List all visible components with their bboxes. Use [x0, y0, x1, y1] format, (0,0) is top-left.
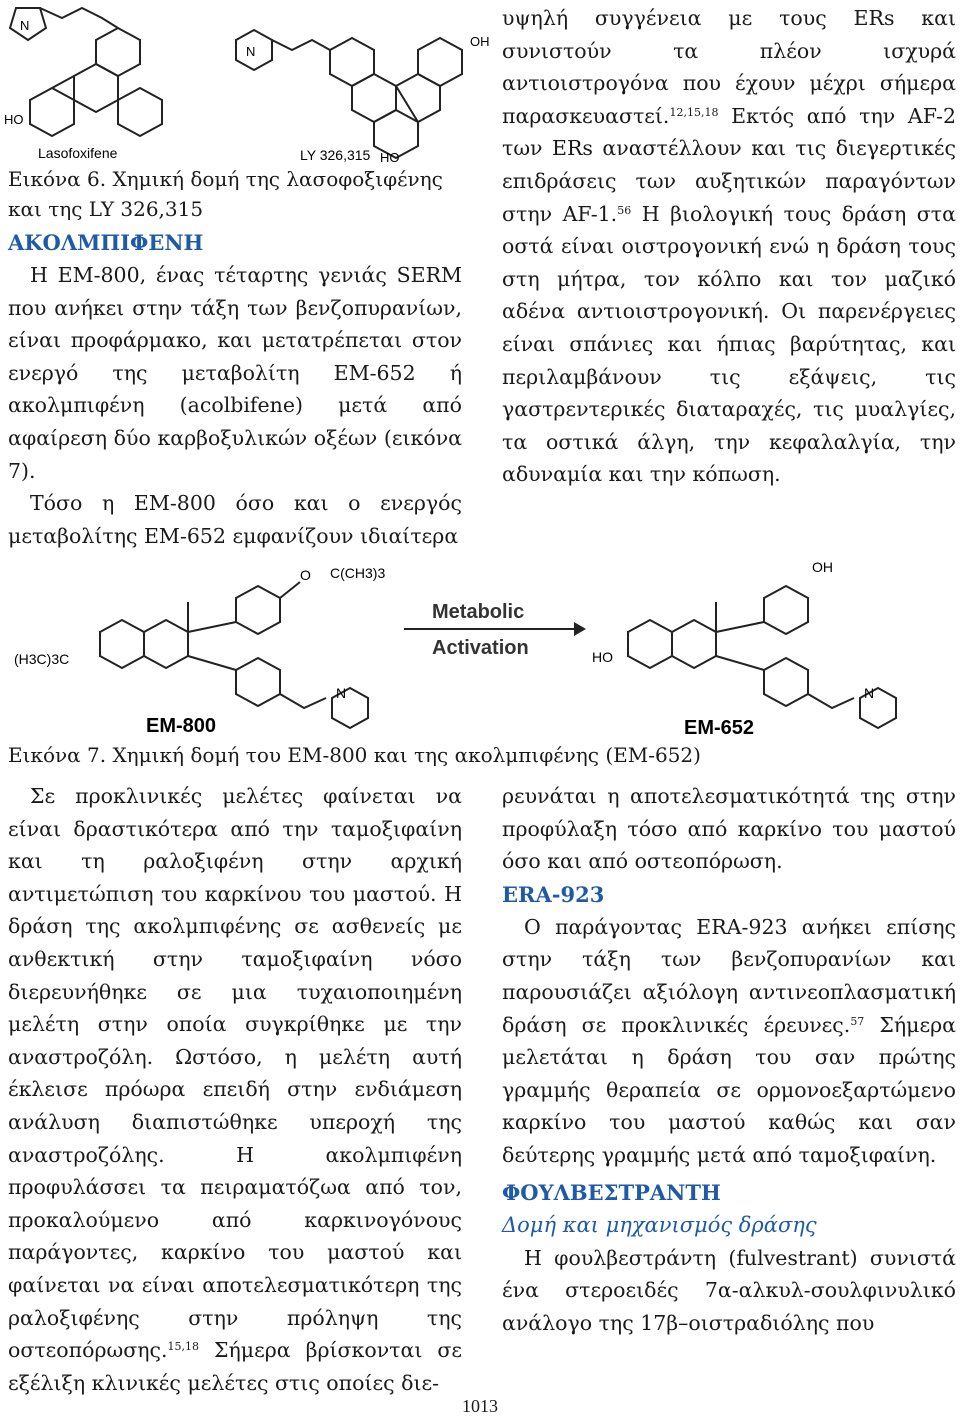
label-em800: EM-800: [146, 715, 217, 737]
svg-text:HO: HO: [380, 150, 400, 165]
paragraph-era923: Ο παράγοντας ERA-923 ανήκει επίσης στην τάξη των βενζοπυρανίων και παρουσιάζει αξιόλογη αντινεοπλασματική δράση σε προκλινικές έρευνες.$^{57}$ Σήμερα μελετάται η δράση του σαν πρώτης γραμμής θεραπεία σε ορμονοεξαρτώμενο καρκίνο του μαστού καθώς και σαν δεύτερης γραμμής μετά από ταμοξιφαίνη.: [502, 914, 956, 1167]
figure-6-caption-line1: Εικόνα 6. Χημική δομή της λασοφοξιφένης: [8, 167, 443, 191]
arrow-label-activation: Activation: [432, 637, 529, 659]
subheading-structure: Δομή και μηχανισμός δράσης: [502, 1212, 817, 1237]
right-column-top: [502, 2, 956, 491]
paragraph-em652: Τόσο η EM-800 όσο και ο ενεργός μεταβολίτης EM-652 εμφανίζουν ιδιαίτερα: [8, 491, 462, 548]
paragraph-fulvestrant: Η φουλβεστράντη (fulvestrant) συνιστά ένα στεροειδές 7α-αλκυλ-σουλφινυλικό ανάλογο της 17β–οιστραδιόλης που: [502, 1245, 956, 1335]
arrow-label-metabolic: Metabolic: [432, 601, 525, 623]
figure-6-caption-line2: και της LY 326,315: [8, 197, 204, 221]
paragraph-continuation: ρευνάται η αποτελεσματικότητά της στην προφύλαξη τόσο από καρκίνο του μαστού όσο και από οστεοπόρωση.: [502, 784, 956, 874]
label-ly326315: LY 326,315: [300, 147, 371, 163]
svg-text:OH: OH: [470, 34, 490, 49]
label-lasofoxifene: Lasofoxifene: [38, 145, 118, 161]
tbu-left-label: (H3C)3C: [14, 651, 70, 667]
oh-label: OH: [812, 559, 833, 575]
n-atom-label: N: [246, 44, 256, 59]
heading-era923: ERA-923: [502, 881, 605, 907]
figure-7-caption: Εικόνα 7. Χημική δομή του EM-800 και της ακολμπιφένης (EM-652): [8, 743, 701, 767]
ho-label: HO: [592, 649, 613, 665]
left-column-top: [8, 226, 462, 552]
reference: 57: [850, 1014, 865, 1028]
o-atom-label: O: [300, 567, 311, 583]
heading-acolbifene: ΑΚΟΛΜΠΙΦΕΝΗ: [8, 230, 204, 255]
n-atom-label: N: [20, 18, 30, 33]
right-column-bottom: [502, 780, 956, 1339]
paragraph-affinity: υψηλή συγγένεια με τους ERs και συνιστούν τα πλέον ισχυρά αντιοιστρογόνα που έχουν μέχρι σήμερα παρασκευαστεί.$^{12,15,18}$ Εκτός από την AF-2 των ERs αναστέλλουν και τις διεγερτικές επιδράσεις των αυξητικών παραγόντων στην AF-1.56 Η βιολογική τους δράση στα οστά είναι οιστρογονική ενώ η δράση τους στη μήτρα, τον κόλπο και τον μαζικό αδένα αντιοιστρογονική. Οι παρενέργειες είναι σπάνιες και ήπιας βαρύτητας, και περιλαμβάνουν τις εξάψεις, τις γαστρεντερικές διαταραχές, τις μυαλγίες, τα οστικά άλγη, την κεφαλαλγία, την αδυναμία και την κόπωση.: [502, 6, 956, 487]
reference: 12,15,18: [669, 105, 719, 119]
heading-fulvestrant: ΦΟΥΛΒΕΣΤΡΑΝΤΗ: [502, 1179, 721, 1205]
figure-6-structures: [0, 0, 490, 168]
reference: 56: [617, 203, 632, 217]
left-column-bottom: [8, 780, 462, 1399]
page-number: 1013: [462, 1396, 498, 1416]
tbu-right-label: C(CH3)3: [330, 565, 386, 581]
n-atom-label: N: [864, 685, 875, 701]
paragraph-em800: Η EM-800, ένας τέταρτης γενιάς SERM που ανήκει στην τάξη των βενζοπυρανίων, είναι προφάρμακο, και μετατρέπεται στον ενεργό της μεταβολίτη EM-652 ή ακολμπιφένη (acolbifene) μετά από αφαίρεση δύο καρβοξυλικών οξέων (εικόνα 7).: [8, 263, 462, 483]
reference: 15,18: [167, 1340, 199, 1354]
svg-text:HO: HO: [4, 112, 24, 127]
n-atom-label: N: [336, 685, 347, 701]
figure-7-structures: [0, 552, 960, 742]
label-em652: EM-652: [684, 717, 755, 739]
paragraph-preclinical: Σε προκλινικές μελέτες φαίνεται να είναι δραστικότερα από την ταμοξιφαίνη και τη ραλοξιφένη στην αρχική αντιμετώπιση του καρκίνου του μαστού. Η δράση της ακολμπιφένης σε ασθενείς με ανθεκτική στην ταμοξιφαίνη νόσο διερευνήθηκε σε μια τυχαιοποιημένη μελέτη στην οποία συγκρίθηκε με την αναστροζόλη. Ωστόσο, η μελέτη αυτή έκλεισε πρόωρα επειδή στην ενδιάμεση ανάλυση διαπιστώθηκε υπεροχή της αναστροζόλης. Η ακολμπιφένη προφυλάσσει τα πειραματόζωα από τον, προκαλούμενο από καρκινογόνους παράγοντες, καρκίνο του μαστού και φαίνεται να είναι αποτελεσματικότερη της ραλοξιφένης στην πρόληψη της οστεοπόρωσης.$^{15,18}$ Σήμερα βρίσκονται σε εξέλιξη κλινικές μελέτες στις οποίες διε-: [8, 784, 462, 1395]
figure-6-caption: [8, 164, 468, 224]
